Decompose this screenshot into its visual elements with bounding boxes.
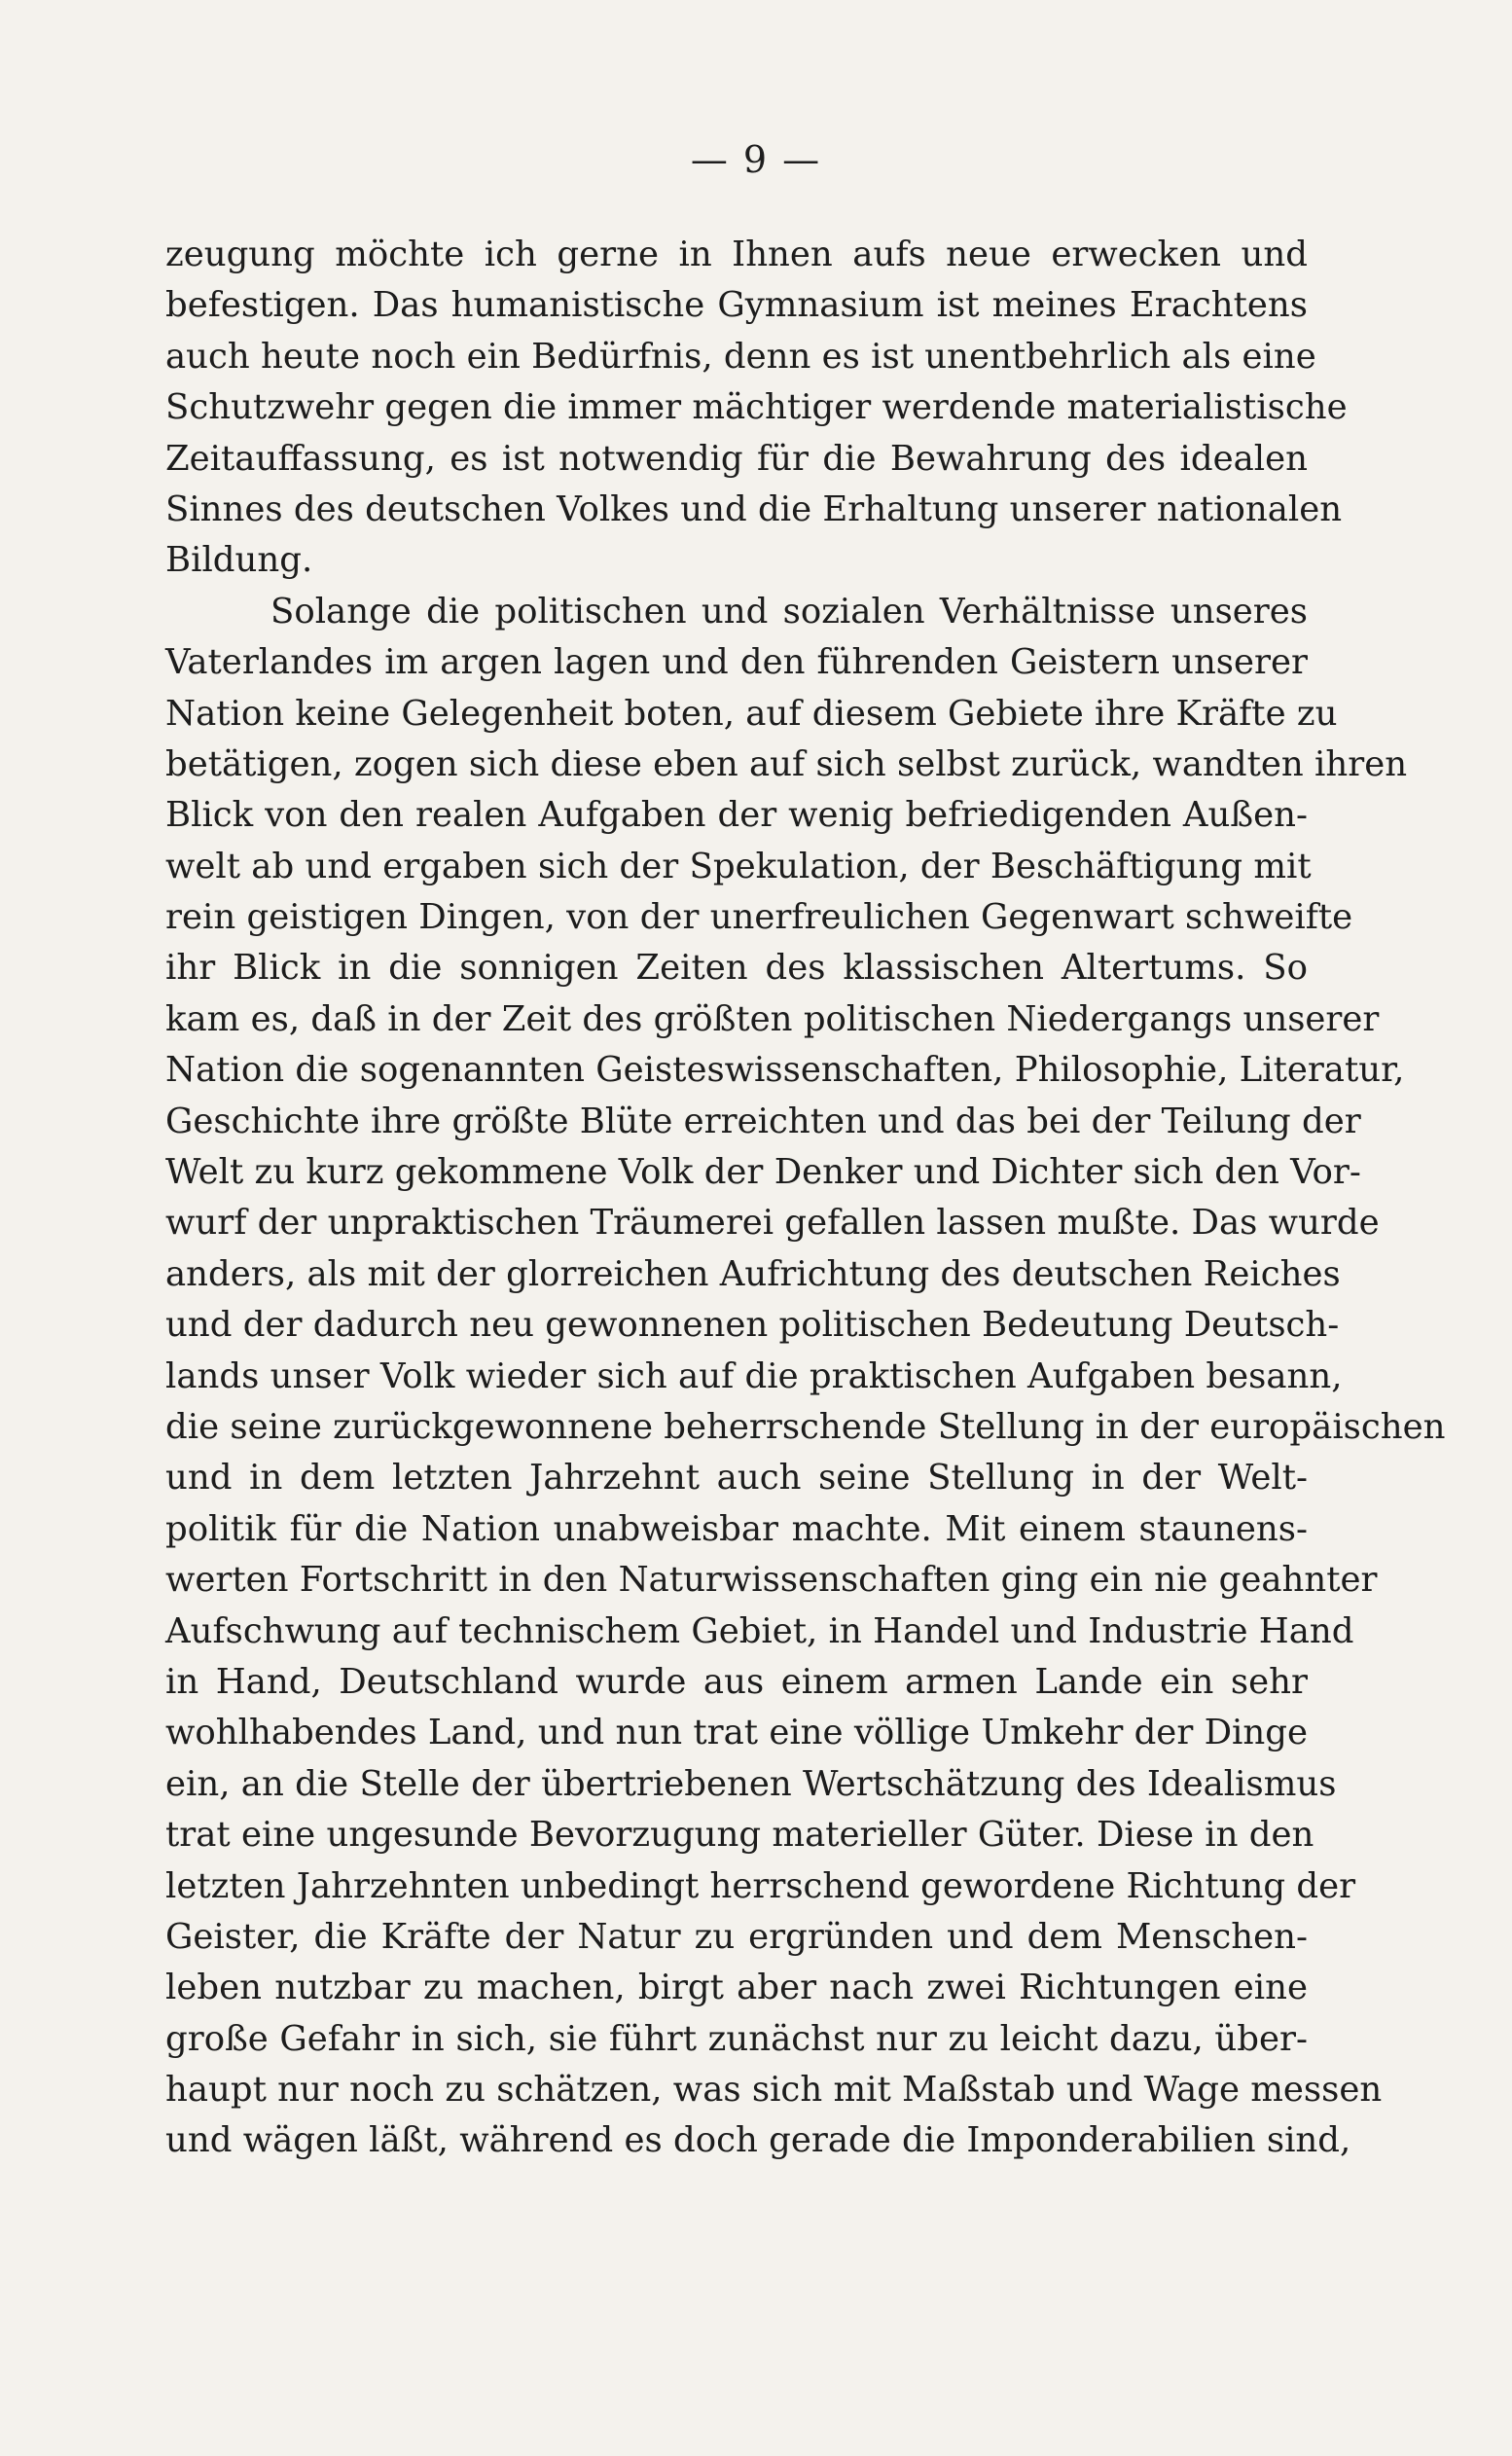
text-line: politik für die Nation unabweisbar machte. Mit einem staunens-	[165, 1508, 1308, 1549]
text-line: Bildung.	[165, 540, 313, 581]
text-line: welt ab und ergaben sich der Spekulation, der Beschäftigung mit	[165, 846, 1312, 886]
text-line: haupt nur noch zu schätzen, was sich mit Maßstab und Wage messen	[165, 2070, 1383, 2111]
paragraph-start-line: Solange die politischen und sozialen Verhältnisse unseres	[270, 591, 1308, 632]
text-line: kam es, daß in der Zeit des größten politischen Niedergangs unserer	[165, 998, 1380, 1039]
text-line: Blick von den realen Aufgaben der wenig befriedigenden Außen-	[165, 795, 1308, 836]
text-line: ihr Blick in die sonnigen Zeiten des klassischen Altertums. So	[165, 948, 1308, 989]
text-line: befestigen. Das humanistische Gymnasium ist meines Erachtens	[165, 285, 1308, 326]
text-line: leben nutzbar zu machen, birgt aber nach zwei Richtungen eine	[165, 1968, 1308, 2008]
text-line: rein geistigen Dingen, von der unerfreulichen Gegenwart schweifte	[165, 897, 1353, 938]
text-line: Zeitauffassung, es ist notwendig für die Bewahrung des idealen	[165, 438, 1308, 479]
text-line: in Hand, Deutschland wurde aus einem armen Lande ein sehr	[165, 1661, 1308, 1702]
text-line: und der dadurch neu gewonnenen politischen Bedeutung Deutsch-	[165, 1305, 1340, 1346]
text-line: werten Fortschritt in den Naturwissenschaften ging ein nie geahnter	[165, 1560, 1378, 1601]
text-line: ein, an die Stelle der übertriebenen Wertschätzung des Idealismus	[165, 1763, 1337, 1804]
text-line: Geschichte ihre größte Blüte erreichten und das bei der Teilung der	[165, 1101, 1361, 1141]
text-line: große Gefahr in sich, sie führt zunächst nur zu leicht dazu, über-	[165, 2018, 1308, 2059]
text-line: Nation die sogenannten Geisteswissenschaften, Philosophie, Literatur,	[165, 1050, 1405, 1091]
text-line: trat eine ungesunde Bevorzugung materieller Güter. Diese in den	[165, 1815, 1314, 1856]
text-line: und wägen läßt, während es doch gerade die Imponderabilien sind,	[165, 2120, 1351, 2161]
text-line: die seine zurückgewonnene beherrschende Stellung in der europäischen	[165, 1406, 1446, 1447]
text-line: auch heute noch ein Bedürfnis, denn es ist unentbehrlich als eine	[165, 336, 1316, 377]
body-text	[165, 230, 1446, 2167]
page-number: — 9 —	[690, 138, 822, 181]
text-line: wohlhabendes Land, und nun trat eine völlige Umkehr der Dinge	[165, 1713, 1308, 1753]
text-line: lands unser Volk wieder sich auf die praktischen Aufgaben besann,	[165, 1355, 1343, 1396]
text-line: Sinnes des deutschen Volkes und die Erhaltung unserer nationalen	[165, 488, 1343, 529]
text-line: Nation keine Gelegenheit boten, auf diesem Gebiete ihre Kräfte zu	[165, 693, 1338, 734]
text-line: Vaterlandes im argen lagen und den führenden Geistern unserer	[165, 642, 1308, 683]
text-line: anders, als mit der glorreichen Aufrichtung des deutschen Reiches	[165, 1253, 1341, 1294]
text-line: Schutzwehr gegen die immer mächtiger werdende materialistische	[165, 387, 1348, 428]
text-line: Geister, die Kräfte der Natur zu ergründen und dem Menschen-	[165, 1916, 1308, 1957]
text-line: betätigen, zogen sich diese eben auf sich selbst zurück, wandten ihren	[165, 743, 1408, 784]
text-line: und in dem letzten Jahrzehnt auch seine Stellung in der Welt-	[165, 1458, 1308, 1499]
text-line: wurf der unpraktischen Träumerei gefallen lassen mußte. Das wurde	[165, 1203, 1380, 1244]
text-line: letzten Jahrzehnten unbedingt herrschend gewordene Richtung der	[165, 1865, 1356, 1906]
text-line: Welt zu kurz gekommene Volk der Denker und Dichter sich den Vor-	[165, 1152, 1361, 1193]
text-line: Aufschwung auf technischem Gebiet, in Handel und Industrie Hand	[165, 1610, 1354, 1651]
text-line: zeugung möchte ich gerne in Ihnen aufs neue erwecken und	[165, 235, 1308, 274]
